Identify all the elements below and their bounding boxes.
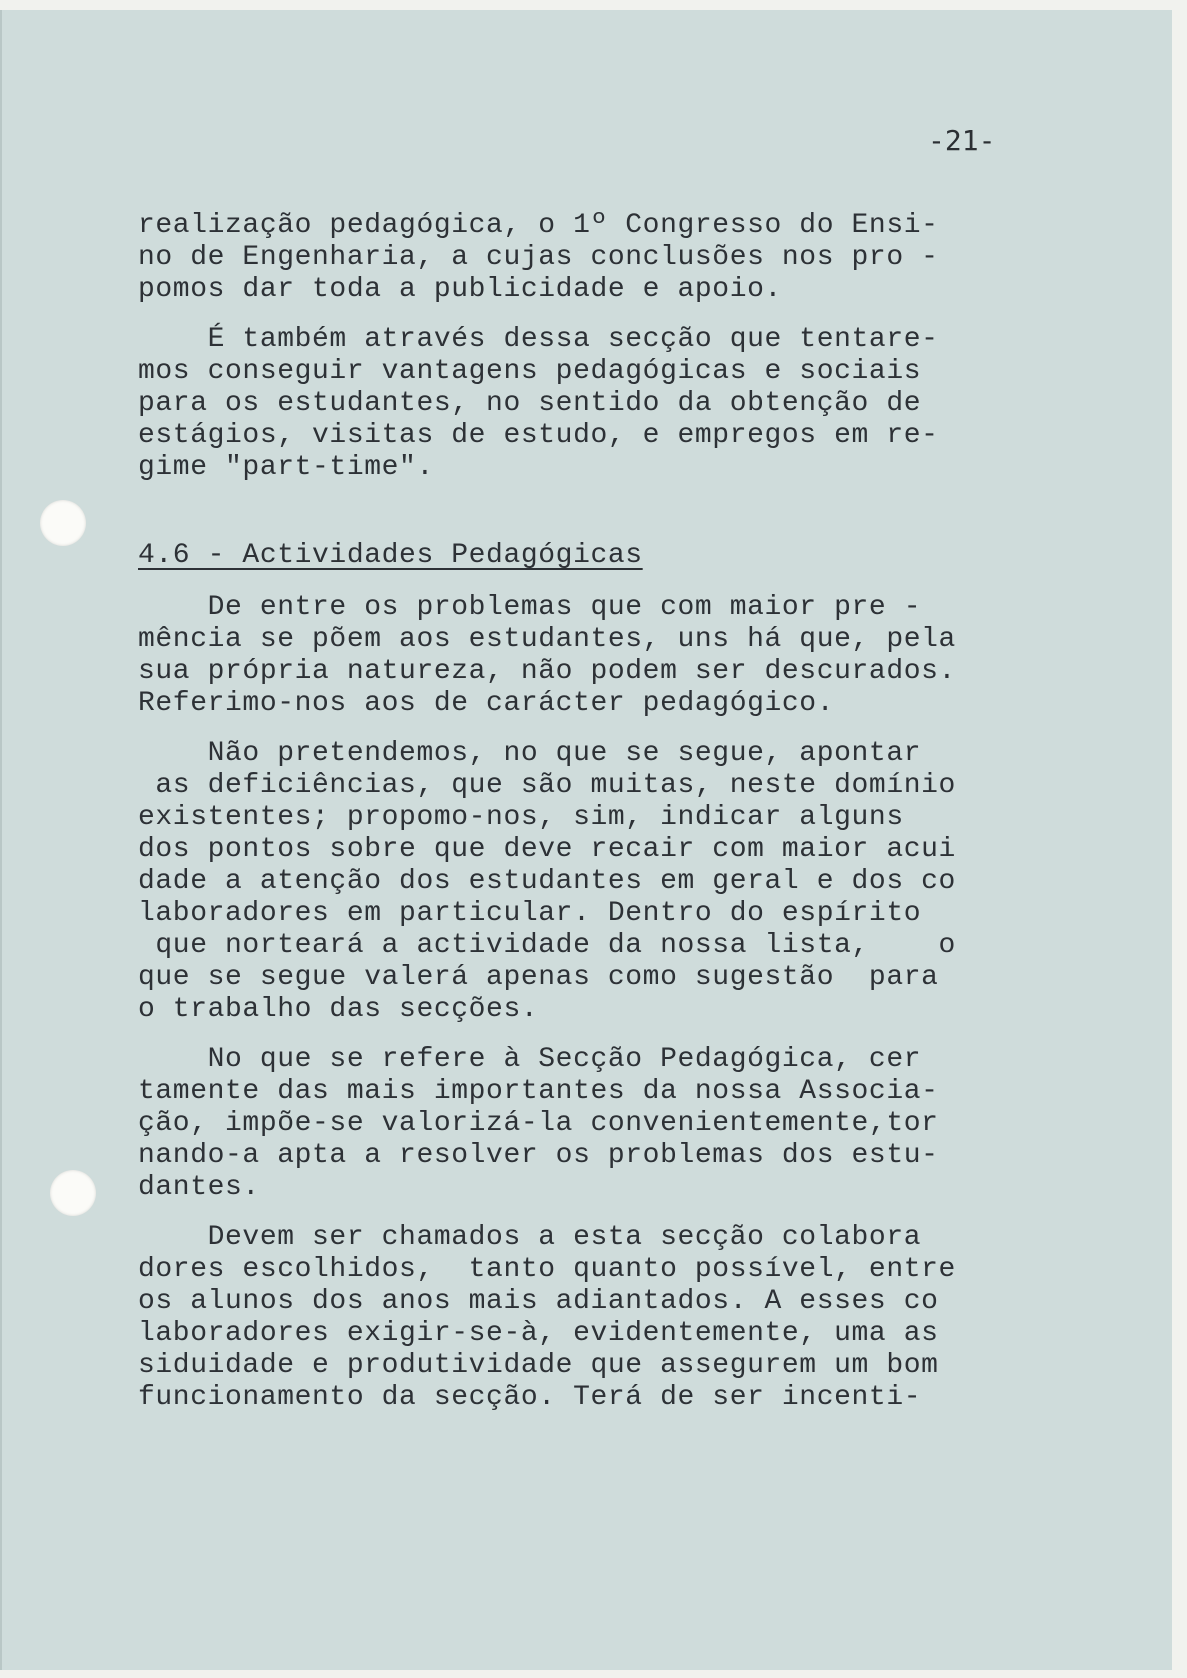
text-line: dos pontos sobre que deve recair com maior acui <box>138 834 956 865</box>
text-line: tamente das mais importantes da nossa Associa- <box>138 1076 939 1107</box>
document-body <box>138 210 1078 1414</box>
text-line: mência se põem aos estudantes, uns há que, pela <box>138 624 956 655</box>
text-line: realização pedagógica, o 1º Congresso do Ensi- <box>138 210 939 241</box>
text-line: siduidade e produtividade que assegurem um bom <box>138 1350 939 1381</box>
text-line: pomos dar toda a publicidade e apoio. <box>138 274 782 305</box>
text-line: dores escolhidos, tanto quanto possível, entre <box>138 1254 956 1285</box>
text-line: existentes; propomo-nos, sim, indicar alguns <box>138 802 904 833</box>
text-line: mos conseguir vantagens pedagógicas e sociais <box>138 356 922 387</box>
text-line: estágios, visitas de estudo, e empregos em re- <box>138 420 939 451</box>
page-number: -21- <box>928 124 996 157</box>
binder-hole-bottom <box>50 1170 96 1216</box>
text-line: sua própria natureza, não podem ser descurados. <box>138 656 956 687</box>
text-line: as deficiências, que são muitas, neste domínio <box>138 770 956 801</box>
text-line: No que se refere à Secção Pedagógica, cer <box>138 1044 922 1075</box>
text-line: funcionamento da secção. Terá de ser incenti- <box>138 1382 922 1413</box>
text-line: Devem ser chamados a esta secção colabora <box>138 1222 922 1253</box>
text-line: dade a atenção dos estudantes em geral e dos co <box>138 866 956 897</box>
text-line: que norteará a actividade da nossa lista, o <box>138 930 956 961</box>
text-line: ção, impõe-se valorizá-la convenientemente,tor <box>138 1108 939 1139</box>
text-line: De entre os problemas que com maior pre - <box>138 592 922 623</box>
text-line: o trabalho das secções. <box>138 994 539 1025</box>
text-line: É também através dessa secção que tentare- <box>138 324 939 355</box>
text-line: nando-a apta a resolver os problemas dos estu- <box>138 1140 939 1171</box>
text-line: dantes. <box>138 1172 260 1203</box>
text-line: no de Engenharia, a cujas conclusões nos pro - <box>138 242 939 273</box>
text-line: Não pretendemos, no que se segue, apontar <box>138 738 922 769</box>
text-line: laboradores exigir-se-à, evidentemente, uma as <box>138 1318 939 1349</box>
text-line: laboradores em particular. Dentro do espírito <box>138 898 922 929</box>
text-line: os alunos dos anos mais adiantados. A esses co <box>138 1286 939 1317</box>
text-line: para os estudantes, no sentido da obtenção de <box>138 388 922 419</box>
text-line: Referimo-nos aos de carácter pedagógico. <box>138 688 835 719</box>
binder-hole-top <box>40 500 86 546</box>
text-line: que se segue valerá apenas como sugestão para <box>138 962 939 993</box>
text-line: gime "part-time". <box>138 452 434 483</box>
section-heading: 4.6 - Actividades Pedagógicas <box>138 540 643 571</box>
